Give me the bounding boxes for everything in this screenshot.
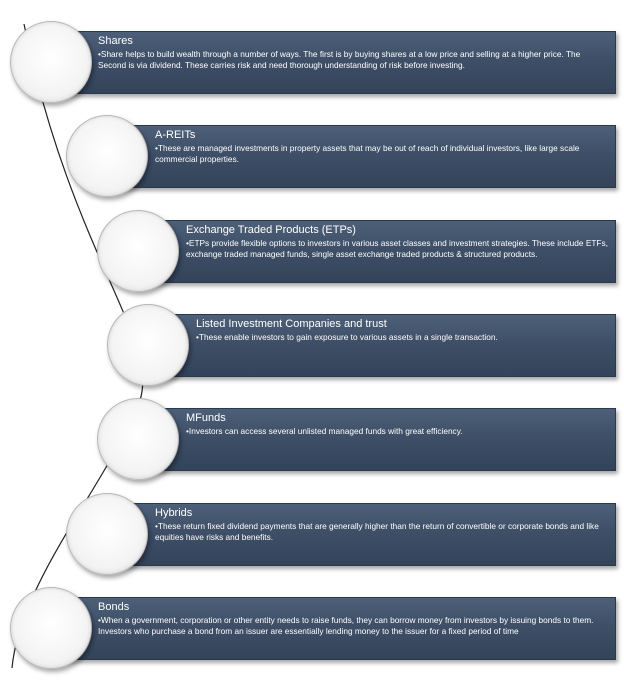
bullet-icon: • — [186, 238, 189, 248]
item-circle — [10, 21, 92, 103]
list-item-etps — [0, 220, 616, 284]
bullet-icon: • — [196, 332, 199, 342]
item-title: Exchange Traded Products (ETPs) — [186, 224, 356, 236]
bullet-icon: • — [186, 426, 189, 436]
bullet-icon: • — [155, 521, 158, 531]
item-description-text: These enable investors to gain exposure to various assets in a single transaction. — [198, 332, 498, 342]
item-title: Hybrids — [155, 507, 193, 519]
item-description — [155, 143, 610, 165]
bullet-icon: • — [98, 49, 101, 59]
list-item-shares — [0, 31, 616, 95]
item-circle — [66, 493, 148, 575]
item-description-text: These return fixed dividend payments that are generally higher than the return of convertible or corporate bonds and like equities have risks and benefits. — [155, 521, 599, 542]
item-description-text: Investors can access several unlisted managed funds with great efficiency. — [188, 426, 463, 436]
item-title: Shares — [98, 35, 133, 47]
item-description — [186, 426, 610, 437]
item-description — [186, 238, 610, 260]
item-title: A-REITs — [155, 129, 196, 141]
list-item-a-reits — [0, 125, 616, 189]
item-description-text: When a government, corporation or other entity needs to raise funds, they can borrow money from investors by issuing bonds to them. Investors who purchase a bond from an issuer are essentially lending money to the issuer for a fixed period of time — [98, 615, 594, 636]
bullet-icon: • — [155, 143, 158, 153]
bullet-icon: • — [98, 615, 101, 625]
item-title: MFunds — [186, 412, 226, 424]
item-circle — [10, 587, 92, 669]
item-description — [155, 521, 610, 543]
item-description — [196, 332, 610, 343]
item-description-text: Share helps to build wealth through a number of ways. The first is by buying shares at a low price and selling at a higher price. The Second is via dividend. These carries risk and need thorough understanding of risk before investing. — [98, 49, 581, 70]
list-item-bonds — [0, 597, 616, 661]
list-item-mfunds — [0, 408, 616, 472]
list-item-listed-investment-companies — [0, 314, 616, 378]
item-circle — [107, 304, 189, 386]
item-description-text: ETPs provide flexible options to investors in various asset classes and investment strategies. These include ETFs, exchange traded managed funds, single asset exchange traded products & structured products. — [186, 238, 608, 259]
item-circle — [66, 115, 148, 197]
item-circle — [97, 210, 179, 292]
item-circle — [97, 398, 179, 480]
item-description-text: These are managed investments in property assets that may be out of reach of individual investors, like large scale commercial properties. — [155, 143, 580, 164]
item-title: Listed Investment Companies and trust — [196, 318, 387, 330]
item-title: Bonds — [98, 601, 130, 613]
item-description — [98, 615, 610, 637]
list-item-hybrids — [0, 503, 616, 567]
item-description — [98, 49, 610, 71]
